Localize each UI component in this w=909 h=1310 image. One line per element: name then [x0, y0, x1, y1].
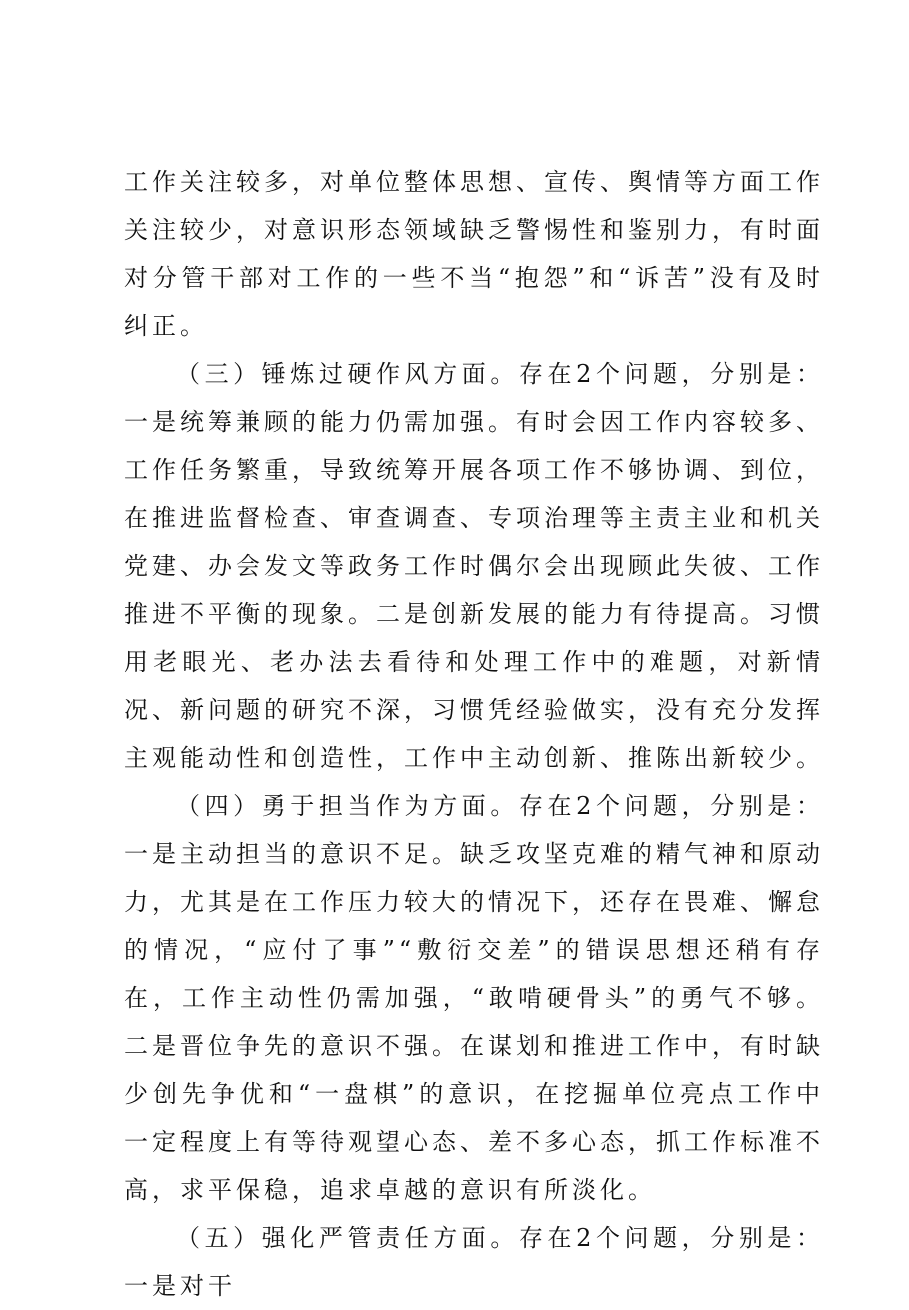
paragraph-section-5 [124, 1214, 824, 1310]
paragraph-body: 存在2个问题，分别是：一是主动担当的意识不足。缺乏攻坚克难的精气神和原动力，尤其是在工作压力较大的情况下，还存在畏难、懈怠的情况，“应付了事”“敷衍交差”的错误思想还稍有存在，工作主动性仍需加强，“敢啃硬骨头”的勇气不够。二是晋位争先的意识不强。在谋划和推进工作中，有时缺少创先争优和“一盘棋”的意识，在挖掘单位亮点工作中一定程度上有等待观望心态、差不多心态，抓工作标准不高，求平保稳，追求卓越的意识有所淡化。 [124, 792, 824, 1204]
section-heading: （四）勇于担当作为方面。 [176, 792, 519, 820]
paragraph-body: 工作关注较多，对单位整体思想、宣传、舆情等方面工作关注较少，对意识形态领域缺乏警惕性和鉴别力，有时面对分管干部对工作的一些不当“抱怨”和“诉苦”没有及时纠正。 [124, 168, 824, 340]
section-heading: （三）锤炼过硬作风方面。 [176, 360, 519, 388]
paragraph-section-3 [124, 350, 824, 782]
paragraph-body: 存在2个问题，分别是：一是统筹兼顾的能力仍需加强。有时会因工作内容较多、工作任务繁重，导致统筹开展各项工作不够协调、到位，在推进监督检查、审查调查、专项治理等主责主业和机关党建、办会发文等政务工作时偶尔会出现顾此失彼、工作推进不平衡的现象。二是创新发展的能力有待提高。习惯用老眼光、老办法去看待和处理工作中的难题，对新情况、新问题的研究不深，习惯凭经验做实，没有充分发挥主观能动性和创造性，工作中主动创新、推陈出新较少。 [124, 360, 824, 772]
document-body [124, 158, 824, 1310]
paragraph-body: 存在2个问题，分别是：一是对干 [124, 1224, 824, 1300]
paragraph-continuation [124, 158, 824, 350]
paragraph-section-4 [124, 782, 824, 1214]
section-heading: （五）强化严管责任方面。 [176, 1224, 519, 1252]
